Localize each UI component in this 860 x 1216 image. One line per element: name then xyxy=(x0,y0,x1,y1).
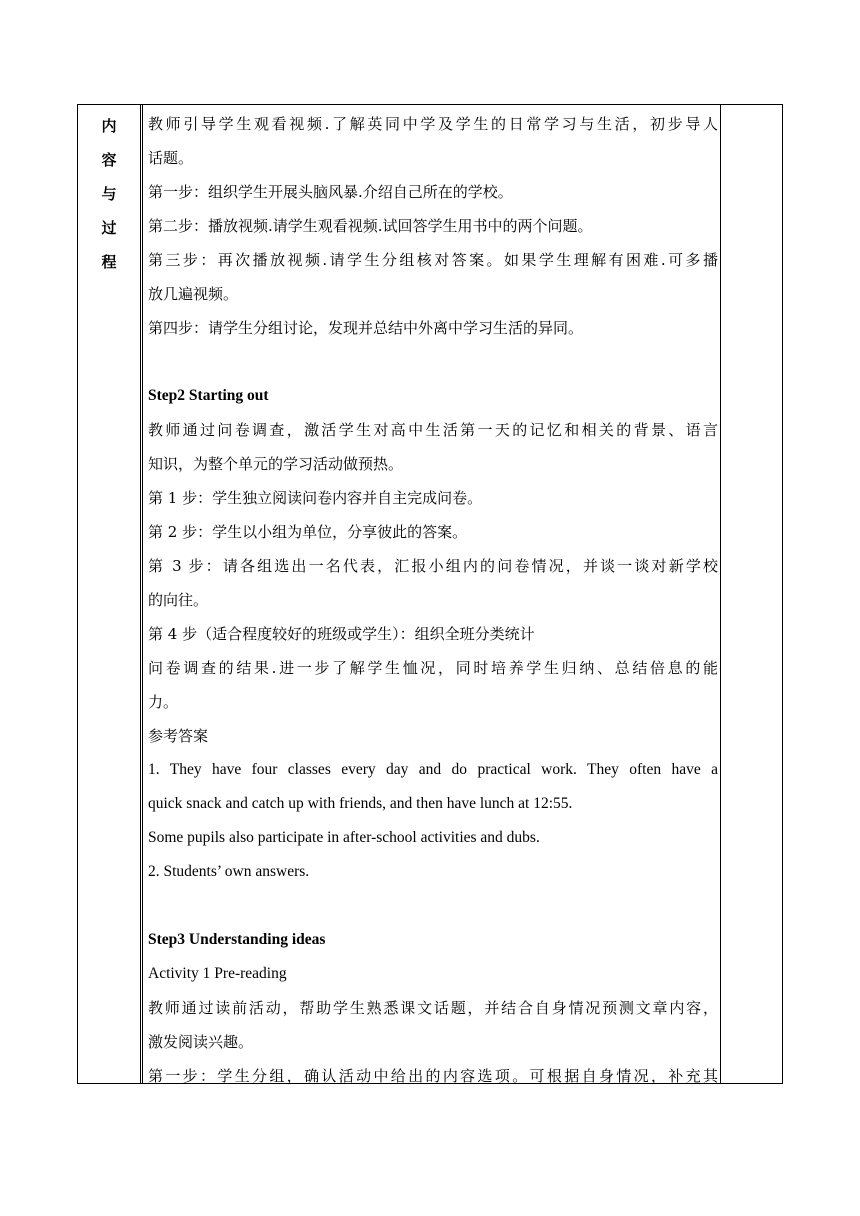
row-label-char: 与 xyxy=(101,185,117,203)
section-heading: Step3 Understanding ideas xyxy=(148,931,326,948)
paragraph-line: 教师引导学生观看视频.了解英同中学及学生的日常学习与生活，初步导人 xyxy=(148,115,718,133)
process-content xyxy=(148,107,718,1093)
paragraph-line: 第二步：播放视频.请学生观看视频.试回答学生用书中的两个问题。 xyxy=(148,217,593,235)
paragraph-line: 第 4 步（适合程度较好的班级或学生）：组织全班分类统计 xyxy=(148,625,535,643)
paragraph-line: 问卷调查的结果.进一步了解学生恤况，同时培养学生归纳、总结倍息的能 xyxy=(148,659,718,677)
answer-line: 2. Students’ own answers. xyxy=(148,863,310,880)
row-label-char: 过 xyxy=(101,219,117,237)
answer-line: quick snack and catch up with friends, and then have lunch at 12:55. xyxy=(148,795,573,812)
paragraph-line: 知识，为整个单元的学习活动做预热。 xyxy=(148,455,404,473)
paragraph-line: 参考答案 xyxy=(148,727,209,745)
activity-title: Activity 1 Pre-reading xyxy=(148,965,287,982)
row-label-char: 容 xyxy=(101,151,117,169)
column-divider xyxy=(720,105,721,1083)
paragraph-line: 力。 xyxy=(148,693,179,711)
answer-line: 1. They have four classes every day and do practical work. They often have a xyxy=(148,761,718,778)
paragraph-line: 话题。 xyxy=(148,149,194,167)
row-label xyxy=(78,109,140,279)
column-divider xyxy=(140,105,141,1083)
paragraph-line: 第一步：学生分组，确认活动中给出的内容选项。可根据自身情况，补充其 xyxy=(148,1067,718,1085)
row-label-char: 内 xyxy=(101,117,117,135)
paragraph-line: 第 2 步：学生以小组为单位，分享彼此的答案。 xyxy=(148,523,468,541)
paragraph-line: 的向往。 xyxy=(148,591,209,609)
lesson-table xyxy=(77,104,783,1084)
paragraph-line: 第 1 步：学生独立阅读问卷内容并自主完成问卷。 xyxy=(148,489,483,507)
paragraph-line: 第三步：再次播放视频.请学生分组核对答案。如果学生理解有困难.可多播 xyxy=(148,251,718,269)
paragraph-line: 教师通过问卷调查，激活学生对高中生活第一天的记忆和相关的背景、语言 xyxy=(148,421,718,439)
paragraph-line: 放几遍视频。 xyxy=(148,285,239,303)
paragraph-line: 第一步：组织学生开展头脑风暴.介绍自己所在的学校。 xyxy=(148,183,513,201)
column-divider xyxy=(142,105,143,1083)
paragraph-line: 第四步：请学生分组讨论，发现并总结中外离中学习生活的异同。 xyxy=(148,319,584,337)
paragraph-line: 教师通过读前活动，帮助学生熟悉课文话题，并结合自身情况预测文章内容， xyxy=(148,999,718,1017)
section-heading: Step2 Starting out xyxy=(148,387,269,404)
paragraph-line: 激发阅读兴趣。 xyxy=(148,1033,254,1051)
answer-line: Some pupils also participate in after-school activities and dubs. xyxy=(148,829,540,846)
row-label-char: 程 xyxy=(101,253,117,271)
paragraph-line: 第 3 步：请各组选出一名代表，汇报小组内的问卷情况，并谈一谈对新学校 xyxy=(148,557,718,575)
